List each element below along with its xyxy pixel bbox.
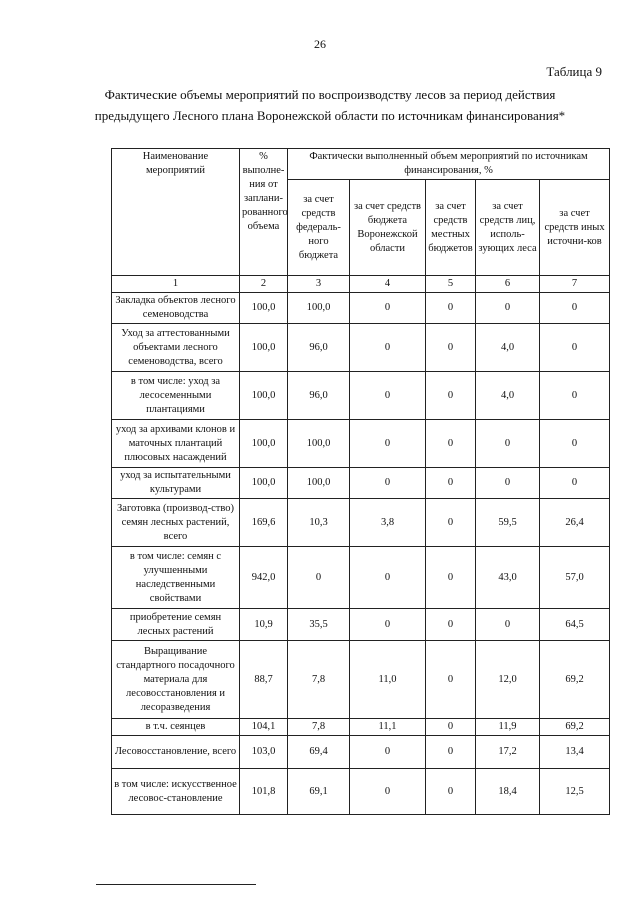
value-cell-federal: 69,4 xyxy=(288,736,350,769)
title-line-1: Фактические объемы мероприятий по воспроизводству лесов за период действия xyxy=(104,87,556,102)
header-persons: за счет средств лиц, исполь-зующих леса xyxy=(476,180,540,276)
table-row xyxy=(112,641,610,719)
value-cell-other: 0 xyxy=(540,468,610,499)
value-cell-federal: 100,0 xyxy=(288,420,350,468)
title-line-2: предыдущего Лесного плана Воронежской области по источникам финансирования* xyxy=(94,108,566,123)
header-group: Фактически выполненный объем мероприятий по источникам финансирования, % xyxy=(288,149,610,180)
table-row xyxy=(112,719,610,736)
value-cell-regional: 0 xyxy=(350,420,426,468)
activity-name-cell: Выращивание стандартного посадочного материала для лесовосстановления и лесоразведения xyxy=(112,641,240,719)
header-percent: % выполне-ния от заплани-рованного объема xyxy=(240,149,288,276)
value-cell-regional: 0 xyxy=(350,609,426,641)
document-title xyxy=(60,84,600,126)
value-cell-regional: 0 xyxy=(350,468,426,499)
value-cell-percent: 10,9 xyxy=(240,609,288,641)
value-cell-other: 64,5 xyxy=(540,609,610,641)
value-cell-persons: 0 xyxy=(476,609,540,641)
value-cell-other: 69,2 xyxy=(540,719,610,736)
value-cell-regional: 0 xyxy=(350,769,426,815)
value-cell-local: 0 xyxy=(426,499,476,547)
table-row xyxy=(112,468,610,499)
activity-name-cell: в том числе: уход за лесосеменными плантациями xyxy=(112,372,240,420)
value-cell-federal: 35,5 xyxy=(288,609,350,641)
column-number: 6 xyxy=(476,276,540,293)
value-cell-percent: 100,0 xyxy=(240,372,288,420)
value-cell-other: 0 xyxy=(540,293,610,324)
value-cell-persons: 4,0 xyxy=(476,372,540,420)
value-cell-federal: 7,8 xyxy=(288,719,350,736)
value-cell-local: 0 xyxy=(426,324,476,372)
column-number-row xyxy=(112,276,610,293)
value-cell-percent: 942,0 xyxy=(240,547,288,609)
value-cell-regional: 11,0 xyxy=(350,641,426,719)
table-row xyxy=(112,736,610,769)
column-number: 3 xyxy=(288,276,350,293)
value-cell-persons: 59,5 xyxy=(476,499,540,547)
column-number: 7 xyxy=(540,276,610,293)
activity-name-cell: приобретение семян лесных растений xyxy=(112,609,240,641)
column-number: 1 xyxy=(112,276,240,293)
value-cell-local: 0 xyxy=(426,293,476,324)
value-cell-percent: 100,0 xyxy=(240,468,288,499)
value-cell-local: 0 xyxy=(426,468,476,499)
table-row xyxy=(112,499,610,547)
activity-name-cell: уход за архивами клонов и маточных плантаций плюсовых насаждений xyxy=(112,420,240,468)
value-cell-persons: 0 xyxy=(476,420,540,468)
page-number: 26 xyxy=(314,37,326,51)
value-cell-persons: 11,9 xyxy=(476,719,540,736)
value-cell-regional: 0 xyxy=(350,736,426,769)
value-cell-federal: 10,3 xyxy=(288,499,350,547)
column-number: 2 xyxy=(240,276,288,293)
value-cell-percent: 169,6 xyxy=(240,499,288,547)
value-cell-local: 0 xyxy=(426,719,476,736)
activity-name-cell: Уход за аттестованными объектами лесного семеноводства, всего xyxy=(112,324,240,372)
value-cell-persons: 17,2 xyxy=(476,736,540,769)
table-label: Таблица 9 xyxy=(546,64,602,79)
value-cell-local: 0 xyxy=(426,769,476,815)
value-cell-regional: 0 xyxy=(350,372,426,420)
value-cell-federal: 69,1 xyxy=(288,769,350,815)
value-cell-local: 0 xyxy=(426,641,476,719)
activity-name-cell: в том числе: семян с улучшенными наследственными свойствами xyxy=(112,547,240,609)
value-cell-other: 13,4 xyxy=(540,736,610,769)
value-cell-regional: 0 xyxy=(350,547,426,609)
value-cell-other: 0 xyxy=(540,372,610,420)
value-cell-other: 12,5 xyxy=(540,769,610,815)
footnote-divider xyxy=(96,884,256,885)
value-cell-other: 0 xyxy=(540,324,610,372)
value-cell-persons: 4,0 xyxy=(476,324,540,372)
value-cell-percent: 104,1 xyxy=(240,719,288,736)
table-row xyxy=(112,293,610,324)
activity-name-cell: Лесовосстановление, всего xyxy=(112,736,240,769)
value-cell-local: 0 xyxy=(426,736,476,769)
value-cell-percent: 100,0 xyxy=(240,293,288,324)
table-row xyxy=(112,324,610,372)
table-row xyxy=(112,547,610,609)
value-cell-other: 26,4 xyxy=(540,499,610,547)
value-cell-percent: 88,7 xyxy=(240,641,288,719)
header-local: за счет средств местных бюджетов xyxy=(426,180,476,276)
table-row xyxy=(112,769,610,815)
header-other: за счет средств иных источни-ков xyxy=(540,180,610,276)
value-cell-federal: 100,0 xyxy=(288,293,350,324)
value-cell-persons: 0 xyxy=(476,468,540,499)
activity-name-cell: в т.ч. сеянцев xyxy=(112,719,240,736)
value-cell-regional: 0 xyxy=(350,293,426,324)
value-cell-percent: 101,8 xyxy=(240,769,288,815)
value-cell-other: 0 xyxy=(540,420,610,468)
header-name: Наименование мероприятий xyxy=(112,149,240,276)
value-cell-other: 69,2 xyxy=(540,641,610,719)
value-cell-regional: 3,8 xyxy=(350,499,426,547)
value-cell-local: 0 xyxy=(426,372,476,420)
value-cell-persons: 18,4 xyxy=(476,769,540,815)
activity-name-cell: уход за испытательными культурами xyxy=(112,468,240,499)
value-cell-local: 0 xyxy=(426,609,476,641)
value-cell-percent: 100,0 xyxy=(240,420,288,468)
value-cell-percent: 103,0 xyxy=(240,736,288,769)
activity-name-cell: Закладка объектов лесного семеноводства xyxy=(112,293,240,324)
value-cell-local: 0 xyxy=(426,547,476,609)
financing-table xyxy=(111,148,610,815)
value-cell-federal: 0 xyxy=(288,547,350,609)
table-row xyxy=(112,420,610,468)
value-cell-persons: 43,0 xyxy=(476,547,540,609)
value-cell-federal: 96,0 xyxy=(288,372,350,420)
header-federal: за счет средств федераль-ного бюджета xyxy=(288,180,350,276)
column-number: 4 xyxy=(350,276,426,293)
value-cell-persons: 12,0 xyxy=(476,641,540,719)
value-cell-percent: 100,0 xyxy=(240,324,288,372)
table-body xyxy=(112,293,610,815)
value-cell-regional: 11,1 xyxy=(350,719,426,736)
value-cell-other: 57,0 xyxy=(540,547,610,609)
value-cell-federal: 100,0 xyxy=(288,468,350,499)
value-cell-federal: 96,0 xyxy=(288,324,350,372)
table-row xyxy=(112,609,610,641)
value-cell-federal: 7,8 xyxy=(288,641,350,719)
activity-name-cell: Заготовка (производ-ство) семян лесных растений, всего xyxy=(112,499,240,547)
value-cell-regional: 0 xyxy=(350,324,426,372)
activity-name-cell: в том числе: искусственное лесовос-становление xyxy=(112,769,240,815)
value-cell-local: 0 xyxy=(426,420,476,468)
column-number: 5 xyxy=(426,276,476,293)
table-row xyxy=(112,372,610,420)
value-cell-persons: 0 xyxy=(476,293,540,324)
header-regional: за счет средств бюджета Воронежской области xyxy=(350,180,426,276)
